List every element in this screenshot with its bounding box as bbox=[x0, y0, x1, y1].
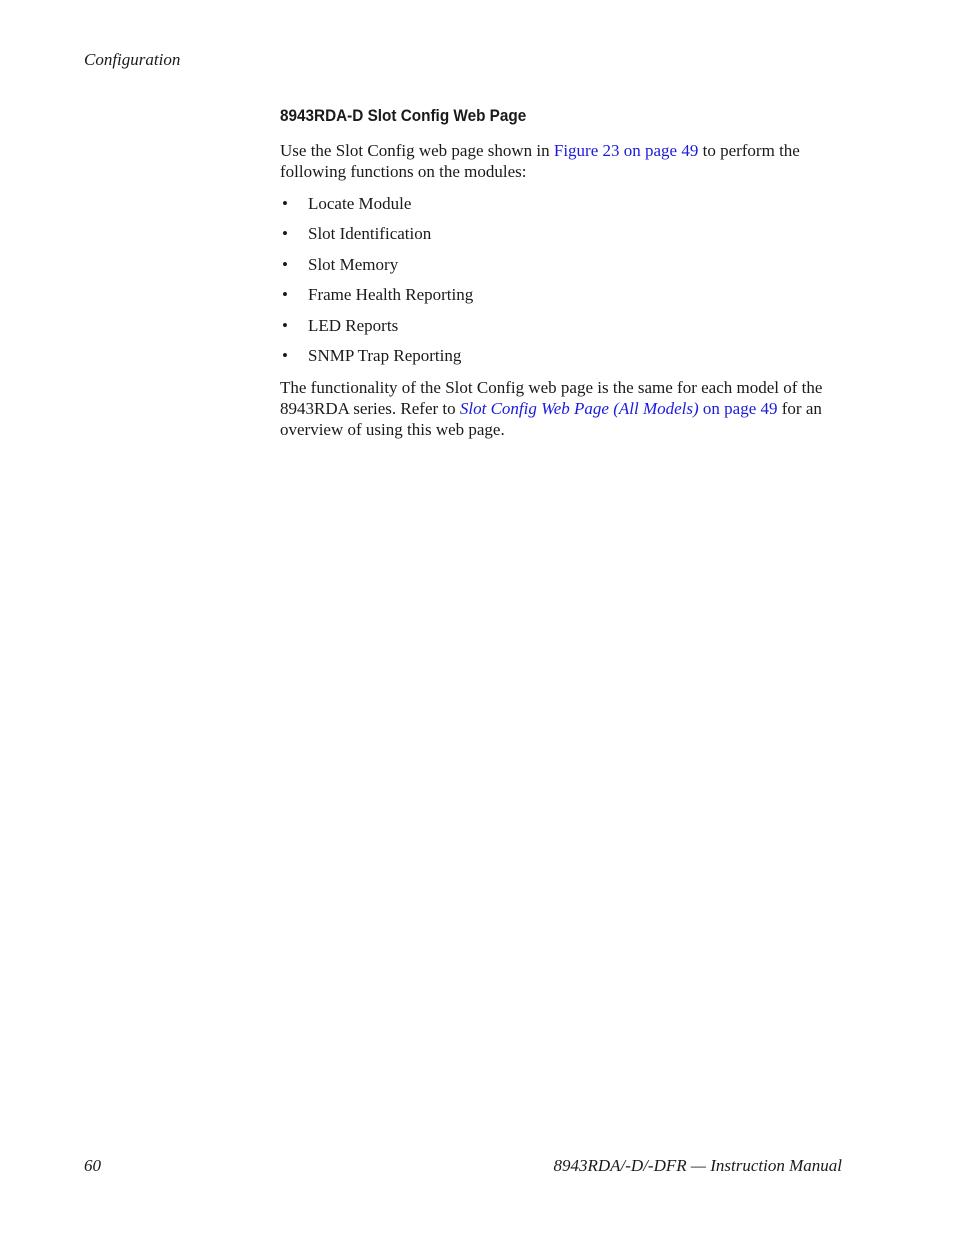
list-item bbox=[280, 254, 842, 284]
bullet-icon: • bbox=[282, 315, 288, 335]
page-number: 60 bbox=[84, 1156, 101, 1175]
intro-text-after: to perform the following functions on the modules: bbox=[280, 141, 800, 181]
main-content bbox=[280, 106, 842, 440]
list-item-text: SNMP Trap Reporting bbox=[308, 345, 462, 365]
bullet-icon: • bbox=[282, 345, 288, 365]
link-italic-part: Slot Config Web Page (All Models) bbox=[459, 399, 699, 419]
intro-paragraph bbox=[280, 140, 842, 182]
bullet-icon: • bbox=[282, 194, 288, 213]
list-item-text: Locate Module bbox=[308, 194, 412, 213]
list-item bbox=[280, 284, 842, 314]
closing-paragraph bbox=[280, 377, 842, 440]
bullet-icon: • bbox=[282, 285, 288, 305]
function-list bbox=[280, 193, 842, 375]
running-header: Configuration bbox=[84, 50, 181, 69]
closing-text-before: The functionality of the Slot Config web page is the same for each model of the 8943RDA series. Refer to bbox=[280, 378, 823, 419]
link-page-part: on page 49 bbox=[698, 399, 778, 419]
slot-config-all-models-link[interactable] bbox=[460, 399, 778, 418]
list-item bbox=[280, 223, 842, 253]
intro-text-before: Use the Slot Config web page shown in bbox=[280, 141, 554, 160]
closing-text-after: for an overview of using this web page. bbox=[280, 399, 822, 440]
list-item-text: Frame Health Reporting bbox=[308, 285, 474, 305]
figure-23-link[interactable]: Figure 23 on page 49 bbox=[553, 141, 699, 160]
list-item-text: LED Reports bbox=[308, 315, 399, 335]
bullet-icon: • bbox=[282, 254, 288, 274]
list-item bbox=[280, 193, 842, 223]
list-item-text: Slot Identification bbox=[308, 224, 432, 244]
bullet-icon: • bbox=[282, 224, 288, 244]
manual-title: 8943RDA/-D/-DFR — Instruction Manual bbox=[553, 1156, 842, 1175]
list-item bbox=[280, 315, 842, 345]
list-item bbox=[280, 345, 842, 375]
section-heading: 8943RDA-D Slot Config Web Page bbox=[280, 106, 527, 125]
list-item-text: Slot Memory bbox=[308, 254, 399, 274]
